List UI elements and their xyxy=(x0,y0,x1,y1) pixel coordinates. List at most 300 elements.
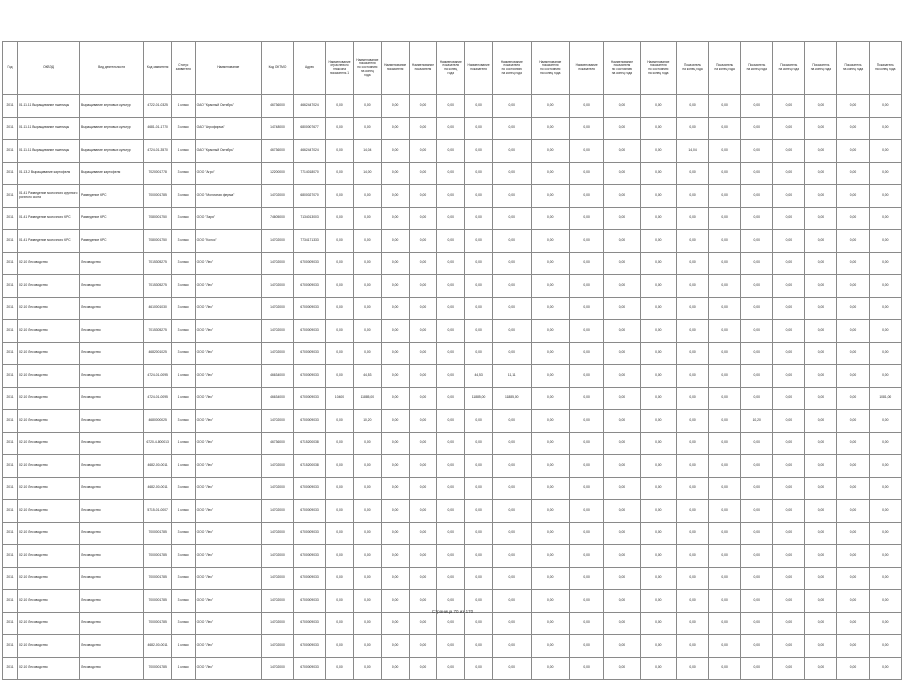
table-cell: 0,00 xyxy=(709,140,741,163)
table-cell: 11885,00 xyxy=(465,387,493,410)
table-cell: 0,00 xyxy=(409,545,437,568)
table-cell: 0,00 xyxy=(465,657,493,680)
table-cell: 0,00 xyxy=(492,275,531,298)
table-cell: 0,00 xyxy=(531,567,570,590)
table-cell: 0,00 xyxy=(409,657,437,680)
table-cell: 0,00 xyxy=(381,590,409,613)
table-cell: 0,00 xyxy=(805,320,837,343)
table-cell: 3 класс xyxy=(172,185,196,208)
table-cell: 0,00 xyxy=(492,545,531,568)
table-cell: 0,00 xyxy=(570,275,604,298)
table-cell: 0,00 xyxy=(570,365,604,388)
table-cell: 02.10 Лесоводство xyxy=(17,657,79,680)
table-cell: 0,00 xyxy=(837,567,869,590)
table-cell: 0,00 xyxy=(492,252,531,275)
table-cell: ООО "Лес" xyxy=(195,275,261,298)
table-cell: 4682-00-0011 xyxy=(144,477,172,500)
table-cell: 0,00 xyxy=(381,432,409,455)
column-header: Показатель на конец года xyxy=(741,42,773,95)
table-cell: 3 класс xyxy=(172,207,196,230)
table-cell: 0,00 xyxy=(869,207,901,230)
table-cell: 11885,00 xyxy=(353,387,381,410)
table-cell: 02.10 Лесоводство xyxy=(17,612,79,635)
table-cell: 0,00 xyxy=(437,252,465,275)
table-cell: 0,00 xyxy=(437,612,465,635)
table-cell: 0,00 xyxy=(604,567,640,590)
table-cell: 0,00 xyxy=(492,117,531,140)
table-cell: 14702000 xyxy=(261,545,293,568)
table-cell: 2011 xyxy=(3,185,18,208)
column-header: Показатель на конец года xyxy=(837,42,869,95)
table-cell: 0,00 xyxy=(531,275,570,298)
table-cell: 0,00 xyxy=(492,635,531,658)
table-cell: 01.11.11 Выращивание пшеницы xyxy=(17,117,79,140)
table-cell: 0,00 xyxy=(741,320,773,343)
table-cell: 3 класс xyxy=(172,545,196,568)
table-cell: 0,00 xyxy=(773,297,805,320)
table-cell: 0,00 xyxy=(837,230,869,253)
table-cell: 0,00 xyxy=(805,252,837,275)
table-cell: 0,00 xyxy=(604,185,640,208)
table-cell: 0,00 xyxy=(409,117,437,140)
column-header: Наименование показателя xyxy=(570,42,604,95)
table-cell: 0,00 xyxy=(381,342,409,365)
table-cell: 0,00 xyxy=(773,320,805,343)
table-cell: Выращивание зерновых культур xyxy=(80,95,144,118)
table-cell: 0,00 xyxy=(805,207,837,230)
table-cell: 0,00 xyxy=(326,207,354,230)
table-cell: 0,00 xyxy=(709,230,741,253)
table-cell: 0,00 xyxy=(773,590,805,613)
table-cell: 6700009033 xyxy=(294,410,326,433)
table-cell: 0,00 xyxy=(409,590,437,613)
table-cell: 0,00 xyxy=(805,95,837,118)
table-cell: 14702000 xyxy=(261,590,293,613)
table-cell: 02.10 Лесоводство xyxy=(17,320,79,343)
table-cell: Лесоводство xyxy=(80,635,144,658)
table-cell: 3 класс xyxy=(172,567,196,590)
table-cell: 0,00 xyxy=(741,95,773,118)
table-cell: 0,00 xyxy=(640,95,676,118)
table-cell: 0,00 xyxy=(837,477,869,500)
table-cell: 0,00 xyxy=(326,455,354,478)
table-cell: 6700009033 xyxy=(294,657,326,680)
table-cell: 0,00 xyxy=(409,477,437,500)
table-cell: 01.11.11 Выращивание пшеницы xyxy=(17,140,79,163)
table-cell: 0,00 xyxy=(677,657,709,680)
table-cell: 0,00 xyxy=(381,207,409,230)
table-cell: Лесоводство xyxy=(80,252,144,275)
table-cell: 0,00 xyxy=(640,635,676,658)
table-cell: 0,00 xyxy=(741,387,773,410)
table-cell: 0,00 xyxy=(741,162,773,185)
table-cell: 0,00 xyxy=(709,477,741,500)
table-cell: 0,00 xyxy=(604,612,640,635)
table-cell: 6700009033 xyxy=(294,297,326,320)
table-cell: 0,00 xyxy=(326,297,354,320)
table-cell: 0,00 xyxy=(437,320,465,343)
table-cell: 0,00 xyxy=(570,567,604,590)
table-row xyxy=(3,342,902,365)
table-cell: 0,00 xyxy=(381,297,409,320)
table-cell: 1081,00 xyxy=(869,387,901,410)
table-cell: 0,00 xyxy=(741,635,773,658)
table-cell: ООО "Молочная ферма" xyxy=(195,185,261,208)
table-cell: 2011 xyxy=(3,612,18,635)
table-cell: 4662447024 xyxy=(294,140,326,163)
table-cell: 0,00 xyxy=(409,320,437,343)
table-cell: 0,00 xyxy=(353,522,381,545)
table-cell: 0,00 xyxy=(353,657,381,680)
table-cell: 01.41 Разведение молочного крупного рогатого скота xyxy=(17,185,79,208)
table-cell: 0,00 xyxy=(570,230,604,253)
table-cell: 0,00 xyxy=(570,95,604,118)
table-cell: 0,00 xyxy=(805,410,837,433)
table-cell: Разведение КРС xyxy=(80,207,144,230)
table-cell: 0,00 xyxy=(531,657,570,680)
table-cell: 2011 xyxy=(3,320,18,343)
table-cell: 0,00 xyxy=(837,432,869,455)
table-cell: 2011 xyxy=(3,162,18,185)
table-cell: 0,00 xyxy=(869,522,901,545)
table-cell: 12200000 xyxy=(261,162,293,185)
table-cell: 44,53 xyxy=(353,365,381,388)
table-cell: 0,00 xyxy=(409,185,437,208)
table-cell: 0,00 xyxy=(465,590,493,613)
table-cell: 0,00 xyxy=(437,477,465,500)
table-cell: 46736000 xyxy=(261,140,293,163)
table-cell: 0,00 xyxy=(837,275,869,298)
table-cell: 0,00 xyxy=(805,567,837,590)
table-cell: 0,00 xyxy=(837,590,869,613)
table-row xyxy=(3,657,902,680)
table-cell: 0,00 xyxy=(709,500,741,523)
table-cell: 0,00 xyxy=(640,275,676,298)
table-cell: 0,00 xyxy=(437,522,465,545)
table-cell: 02.10 Лесоводство xyxy=(17,500,79,523)
table-cell: 0,00 xyxy=(869,500,901,523)
table-cell: 7000001785 xyxy=(144,590,172,613)
table-cell: 14702000 xyxy=(261,635,293,658)
table-cell: 0,00 xyxy=(677,185,709,208)
table-cell: 11,11 xyxy=(492,365,531,388)
table-row xyxy=(3,140,902,163)
table-cell: 0,00 xyxy=(805,387,837,410)
table-cell: 01.13.2 Выращивание картофеля xyxy=(17,162,79,185)
table-cell: 0,00 xyxy=(869,545,901,568)
table-cell: 2011 xyxy=(3,567,18,590)
table-cell: 6800007677 xyxy=(294,117,326,140)
table-cell: 0,00 xyxy=(409,612,437,635)
table-cell: 0,00 xyxy=(869,635,901,658)
table-cell: 6720-4-800013 xyxy=(144,432,172,455)
table-cell: 0,00 xyxy=(869,230,901,253)
table-cell: 0,00 xyxy=(409,522,437,545)
table-cell: 0,00 xyxy=(381,567,409,590)
table-cell: 7015305275 xyxy=(144,320,172,343)
table-cell: 0,00 xyxy=(465,477,493,500)
table-cell: 0,00 xyxy=(604,320,640,343)
table-cell: 02.10 Лесоводство xyxy=(17,590,79,613)
table-cell: 0,00 xyxy=(531,455,570,478)
table-cell: 0,00 xyxy=(353,117,381,140)
table-cell: 2011 xyxy=(3,207,18,230)
table-cell: 0,00 xyxy=(677,95,709,118)
table-cell: 0,00 xyxy=(773,275,805,298)
table-cell: 0,00 xyxy=(326,545,354,568)
table-cell: 0,00 xyxy=(492,612,531,635)
table-cell: 0,00 xyxy=(837,410,869,433)
table-cell: 0,00 xyxy=(409,455,437,478)
column-header: Показатель на конец года xyxy=(869,42,901,95)
table-cell: 1 класс xyxy=(172,455,196,478)
table-cell: 0,00 xyxy=(677,297,709,320)
table-cell: 2011 xyxy=(3,140,18,163)
table-cell: 14,00 xyxy=(353,162,381,185)
table-cell: 3 класс xyxy=(172,320,196,343)
table-cell: 0,00 xyxy=(531,95,570,118)
table-cell: 0,00 xyxy=(570,612,604,635)
table-cell: 0,00 xyxy=(677,162,709,185)
table-cell: 02.10 Лесоводство xyxy=(17,455,79,478)
table-cell: 02.10 Лесоводство xyxy=(17,342,79,365)
table-cell: 1 класс xyxy=(172,387,196,410)
table-cell: 0,00 xyxy=(531,185,570,208)
table-cell: 6700009033 xyxy=(294,545,326,568)
table-cell: 2011 xyxy=(3,477,18,500)
table-cell: 6700009033 xyxy=(294,275,326,298)
table-cell: 0,00 xyxy=(465,545,493,568)
table-cell: 10,20 xyxy=(353,410,381,433)
table-cell: 0,00 xyxy=(640,117,676,140)
table-cell: 7000001785 xyxy=(144,545,172,568)
table-cell: 14702000 xyxy=(261,455,293,478)
table-cell: 0,00 xyxy=(437,365,465,388)
table-cell: 0,00 xyxy=(570,410,604,433)
table-cell: 0,00 xyxy=(381,545,409,568)
table-cell: 0,00 xyxy=(531,410,570,433)
table-cell: 0,00 xyxy=(353,455,381,478)
table-cell: 0,00 xyxy=(381,275,409,298)
table-cell: 0,00 xyxy=(805,432,837,455)
table-cell: 0,00 xyxy=(741,365,773,388)
table-cell: 0,00 xyxy=(677,590,709,613)
table-cell: 0,00 xyxy=(409,410,437,433)
table-cell: Лесоводство xyxy=(80,455,144,478)
table-cell: 3 класс xyxy=(172,230,196,253)
table-cell: 0,00 xyxy=(640,252,676,275)
table-cell: 0,00 xyxy=(677,455,709,478)
table-cell: 0,00 xyxy=(677,207,709,230)
table-cell: 7015305275 xyxy=(144,275,172,298)
table-cell: 2011 xyxy=(3,590,18,613)
table-cell: 0,00 xyxy=(805,657,837,680)
table-row xyxy=(3,522,902,545)
table-cell: 0,00 xyxy=(869,140,901,163)
table-cell: 0,00 xyxy=(381,365,409,388)
table-cell: 0,00 xyxy=(837,365,869,388)
table-cell: 2011 xyxy=(3,297,18,320)
table-cell: 7015305275 xyxy=(144,252,172,275)
table-cell: 0,00 xyxy=(531,320,570,343)
table-cell: Лесоводство xyxy=(80,567,144,590)
table-cell: 0,00 xyxy=(741,500,773,523)
table-cell: 14702000 xyxy=(261,657,293,680)
table-cell: 0,00 xyxy=(381,522,409,545)
table-cell: 0,00 xyxy=(640,567,676,590)
table-cell: 0,00 xyxy=(570,635,604,658)
table-cell: 0,00 xyxy=(837,117,869,140)
table-cell: 0,00 xyxy=(805,185,837,208)
table-cell: 0,00 xyxy=(353,297,381,320)
table-cell: 0,00 xyxy=(741,522,773,545)
table-cell: 3 класс xyxy=(172,275,196,298)
table-cell: 0,00 xyxy=(326,657,354,680)
table-cell: 6700009033 xyxy=(294,477,326,500)
table-cell: ООО "Лес" xyxy=(195,342,261,365)
table-cell: 0,00 xyxy=(326,432,354,455)
column-header: Статус заявителя xyxy=(172,42,196,95)
table-cell: 14702000 xyxy=(261,410,293,433)
table-row xyxy=(3,612,902,635)
table-cell: 6700009033 xyxy=(294,500,326,523)
table-cell: 0,00 xyxy=(437,635,465,658)
table-row xyxy=(3,567,902,590)
table-cell: 7134013003 xyxy=(294,207,326,230)
table-cell: 0,00 xyxy=(437,297,465,320)
table-cell: 0,00 xyxy=(604,477,640,500)
table-cell: 0,00 xyxy=(837,657,869,680)
table-cell: Лесоводство xyxy=(80,432,144,455)
table-cell: 02.10 Лесоводство xyxy=(17,545,79,568)
table-cell: 0,00 xyxy=(773,185,805,208)
table-cell: 0,00 xyxy=(773,410,805,433)
table-cell: 0,00 xyxy=(531,117,570,140)
column-header: Вид деятельности xyxy=(80,42,144,95)
table-cell: 3 класс xyxy=(172,342,196,365)
table-cell: 0,00 xyxy=(741,207,773,230)
table-cell: 0,00 xyxy=(381,320,409,343)
table-cell: 0,00 xyxy=(604,657,640,680)
table-cell: 0,00 xyxy=(709,635,741,658)
table-cell: 4662447024 xyxy=(294,95,326,118)
table-cell: 0,00 xyxy=(604,455,640,478)
table-cell: 14748000 xyxy=(261,117,293,140)
table-cell: 02.10 Лесоводство xyxy=(17,252,79,275)
table-cell: 0,00 xyxy=(677,545,709,568)
table-cell: 0,00 xyxy=(604,590,640,613)
table-cell: 0,00 xyxy=(326,410,354,433)
table-cell: 0,00 xyxy=(353,275,381,298)
table-cell: 0,00 xyxy=(640,207,676,230)
column-header: Наименование показателя на конец года xyxy=(437,42,465,95)
table-cell: 0,00 xyxy=(381,140,409,163)
table-cell: 0,00 xyxy=(326,365,354,388)
table-cell: 0,00 xyxy=(604,387,640,410)
table-cell: 0,00 xyxy=(805,140,837,163)
table-cell: 0,00 xyxy=(604,140,640,163)
table-cell: 0,00 xyxy=(805,342,837,365)
table-cell: 1 класс xyxy=(172,140,196,163)
table-cell: 0,00 xyxy=(741,657,773,680)
table-cell: 2011 xyxy=(3,117,18,140)
table-cell: 7714018070 xyxy=(294,162,326,185)
table-cell: 0,00 xyxy=(604,342,640,365)
table-cell: 7080001750 xyxy=(144,230,172,253)
table-cell: 0,00 xyxy=(409,252,437,275)
table-cell: 0,00 xyxy=(437,387,465,410)
table-cell: 0,00 xyxy=(381,230,409,253)
table-cell: 0,00 xyxy=(837,252,869,275)
table-cell: 0,00 xyxy=(773,230,805,253)
table-row xyxy=(3,275,902,298)
table-cell: 0,00 xyxy=(604,522,640,545)
table-cell: 0,00 xyxy=(437,657,465,680)
table-cell: 0,00 xyxy=(773,252,805,275)
table-cell: 0,00 xyxy=(640,342,676,365)
table-cell: 2011 xyxy=(3,500,18,523)
table-cell: 0,00 xyxy=(604,207,640,230)
table-cell: 0,00 xyxy=(805,635,837,658)
table-cell: 0,00 xyxy=(570,297,604,320)
table-cell: 14702000 xyxy=(261,297,293,320)
table-cell: 14,04 xyxy=(353,140,381,163)
table-cell: 01.41 Разведение молочного КРС xyxy=(17,207,79,230)
table-cell: 0,00 xyxy=(465,252,493,275)
table-cell: 0,00 xyxy=(381,410,409,433)
table-cell: 0,00 xyxy=(677,252,709,275)
table-cell: 0,00 xyxy=(677,612,709,635)
table-cell: Лесоводство xyxy=(80,590,144,613)
table-cell: 0,00 xyxy=(805,612,837,635)
table-cell: 0,00 xyxy=(604,162,640,185)
table-cell: ООО "Лес" xyxy=(195,477,261,500)
table-cell: 0,00 xyxy=(773,657,805,680)
table-cell: 0,00 xyxy=(409,95,437,118)
table-cell: 0,00 xyxy=(353,545,381,568)
table-cell: 0,00 xyxy=(492,230,531,253)
table-cell: 4724-01-0095 xyxy=(144,365,172,388)
table-cell: ООО "Лес" xyxy=(195,567,261,590)
table-cell: 0,00 xyxy=(709,455,741,478)
table-cell: 0,00 xyxy=(465,275,493,298)
table-cell: 14702000 xyxy=(261,230,293,253)
table-cell: 0,00 xyxy=(837,185,869,208)
table-cell: 0,00 xyxy=(465,410,493,433)
table-cell: 0,00 xyxy=(741,117,773,140)
table-cell: 6700009033 xyxy=(294,522,326,545)
table-cell: 0,00 xyxy=(773,432,805,455)
column-header: Наименование показателя по состоянию на конец года xyxy=(604,42,640,95)
table-cell: 0,00 xyxy=(709,320,741,343)
table-cell: 0,00 xyxy=(869,590,901,613)
table-cell: Лесоводство xyxy=(80,342,144,365)
table-cell: Лесоводство xyxy=(80,545,144,568)
table-cell: 0,00 xyxy=(709,410,741,433)
table-cell: 0,00 xyxy=(531,522,570,545)
table-cell: 1 класс xyxy=(172,432,196,455)
table-cell: 0,00 xyxy=(326,275,354,298)
table-cell: 0,00 xyxy=(741,590,773,613)
table-cell: 0,00 xyxy=(409,140,437,163)
table-cell: 0,00 xyxy=(805,365,837,388)
table-cell: 0,00 xyxy=(570,140,604,163)
table-cell: 0,00 xyxy=(353,185,381,208)
table-cell: 0,00 xyxy=(465,500,493,523)
table-cell: 0,00 xyxy=(869,410,901,433)
table-row xyxy=(3,432,902,455)
column-header: Наименование показателя xyxy=(409,42,437,95)
